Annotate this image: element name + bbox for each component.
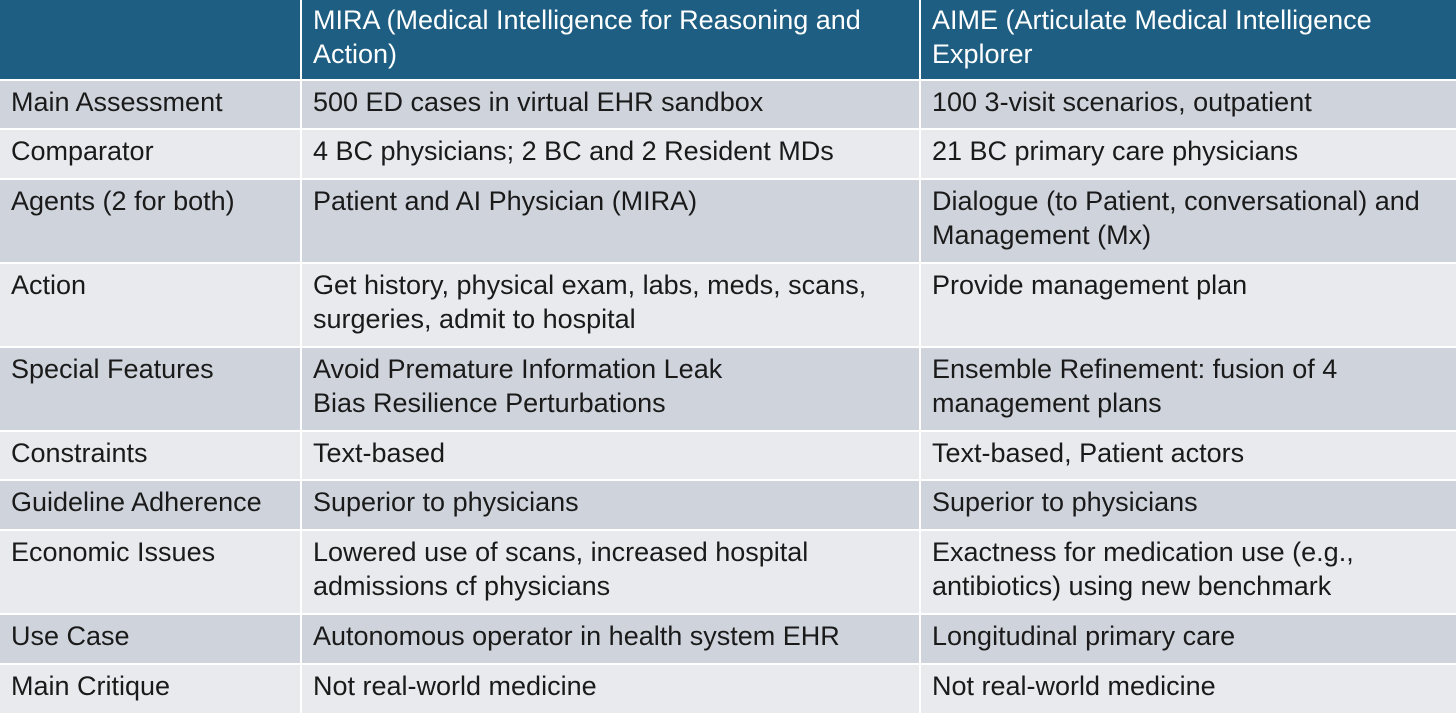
row-label: Constraints [0, 432, 300, 479]
mira-cell: Avoid Premature Information Leak Bias Resilience Perturbations [302, 348, 919, 430]
mira-cell: 500 ED cases in virtual EHR sandbox [302, 81, 919, 128]
row-label: Guideline Adherence [0, 481, 300, 529]
row-label: Special Features [0, 348, 300, 430]
aime-cell: Provide management plan [921, 264, 1456, 346]
row-label: Comparator [0, 130, 300, 178]
row-label: Main Critique [0, 665, 300, 713]
header-cell-mira: MIRA (Medical Intelligence for Reasoning and Action) [302, 0, 919, 79]
aime-cell: Exactness for medication use (e.g., antibiotics) using new benchmark [921, 531, 1456, 613]
row-label: Economic Issues [0, 531, 300, 613]
aime-cell: Dialogue (to Patient, conversational) and Management (Mx) [921, 180, 1456, 262]
mira-cell: Get history, physical exam, labs, meds, scans, surgeries, admit to hospital [302, 264, 919, 346]
mira-cell: Patient and AI Physician (MIRA) [302, 180, 919, 262]
row-label: Action [0, 264, 300, 346]
row-label: Use Case [0, 615, 300, 663]
row-label: Main Assessment [0, 81, 300, 128]
mira-cell: Lowered use of scans, increased hospital admissions cf physicians [302, 531, 919, 613]
mira-cell: Not real-world medicine [302, 665, 919, 713]
mira-cell: Superior to physicians [302, 481, 919, 529]
header-cell-blank [0, 0, 300, 79]
aime-cell: Superior to physicians [921, 481, 1456, 529]
aime-cell: 21 BC primary care physicians [921, 130, 1456, 178]
mira-cell: 4 BC physicians; 2 BC and 2 Resident MDs [302, 130, 919, 178]
aime-cell: Ensemble Refinement: fusion of 4 management plans [921, 348, 1456, 430]
aime-cell: 100 3-visit scenarios, outpatient [921, 81, 1456, 128]
aime-cell: Text-based, Patient actors [921, 432, 1456, 479]
mira-cell: Text-based [302, 432, 919, 479]
header-cell-aime: AIME (Articulate Medical Intelligence Explorer [921, 0, 1456, 79]
aime-cell: Longitudinal primary care [921, 615, 1456, 663]
mira-cell: Autonomous operator in health system EHR [302, 615, 919, 663]
aime-cell: Not real-world medicine [921, 665, 1456, 713]
row-label: Agents (2 for both) [0, 180, 300, 262]
